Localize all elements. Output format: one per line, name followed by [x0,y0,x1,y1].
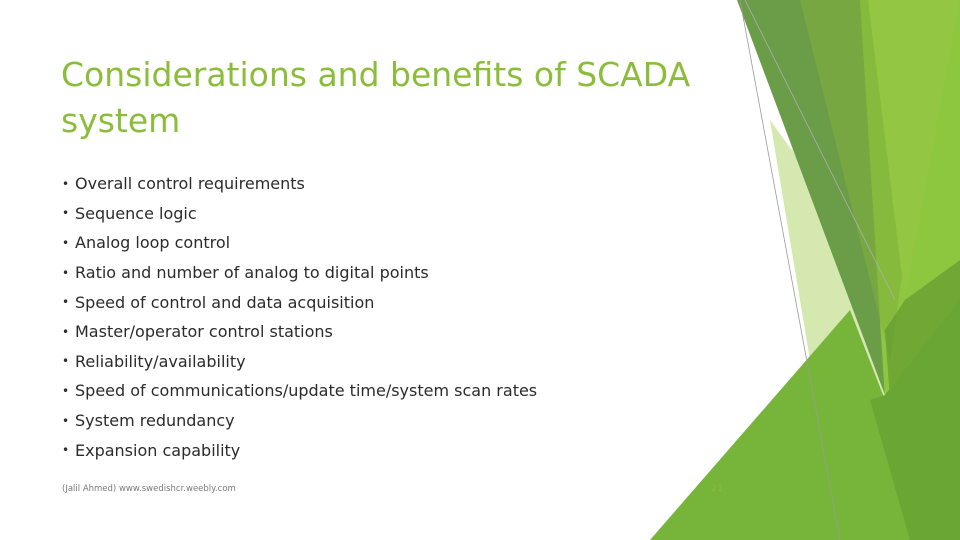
list-item [62,347,537,377]
bullet-text: System redundancy [75,411,235,431]
list-item [62,317,537,347]
bullet-text: Overall control requirements [75,174,305,194]
slide-title: Considerations and benefits of SCADA system [61,55,691,140]
bullet-text: Speed of communications/update time/system scan rates [75,381,538,401]
bullet-dot: • [62,413,70,428]
list-item [62,258,537,288]
list-item [62,376,537,406]
bullet-dot: • [62,295,70,310]
bullet-dot: • [62,265,70,280]
bullet-text: Sequence logic [75,203,197,223]
bullet-dot: • [62,206,70,221]
list-item [62,287,537,317]
bullet-text: Expansion capability [75,440,241,460]
page-number: 21 [711,484,723,494]
bullet-text: Analog loop control [75,233,231,253]
bullet-dot: • [62,383,70,398]
list-item [62,169,537,199]
bullet-dot: • [62,354,70,369]
bullet-dot: • [62,443,70,458]
slide-footer: (Jalil Ahmed) www.swedishcr.weebly.com [62,484,236,494]
list-item [62,199,537,229]
list-item [62,435,537,465]
bullet-text: Speed of control and data acquisition [75,292,375,312]
list-item [62,406,537,436]
bullet-list [62,169,537,465]
bullet-dot: • [62,176,70,191]
bullet-text: Ratio and number of analog to digital points [75,263,429,283]
bullet-text: Master/operator control stations [75,322,333,342]
list-item [62,228,537,258]
bullet-dot: • [62,324,70,339]
bullet-text: Reliability/availability [75,351,246,371]
bullet-dot: • [62,235,70,250]
